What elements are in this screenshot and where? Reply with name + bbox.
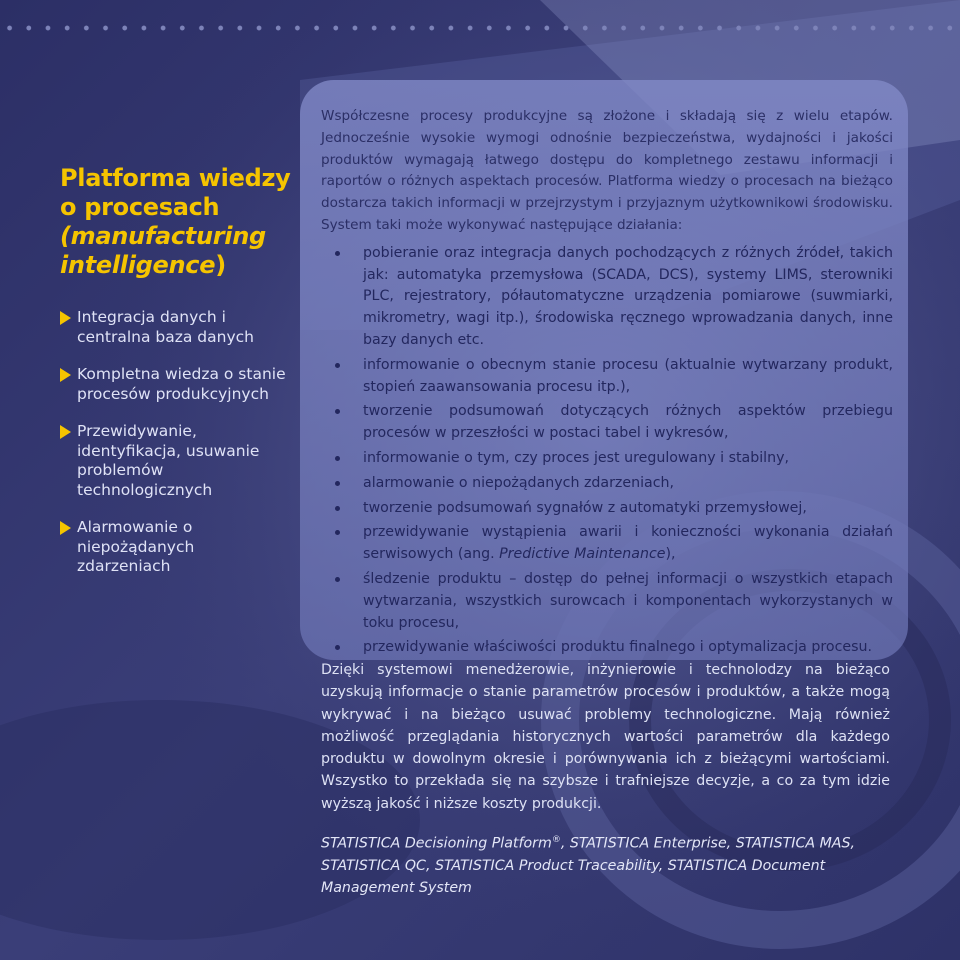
activity-text: tworzenie podsumowań sygnałów z automatyki przemysłowej, [363, 499, 807, 516]
bullet-icon [335, 481, 340, 486]
bullet-icon [335, 363, 340, 368]
feature-label: Alarmowanie o niepożądanych zdarzeniach [77, 518, 195, 575]
activity-italic: Predictive Maintenance [499, 546, 666, 563]
title-italic-line-2 [60, 251, 292, 280]
activity-item [321, 448, 893, 470]
activity-text: informowanie o tym, czy proces jest uregulowany i stabilny, [363, 449, 790, 466]
activity-text: śledzenie produktu – dostęp do pełnej informacji o wszystkich etapach wytwarzania, wszystkich surowcach i komponentach wykorzystanych w toku procesu, [363, 570, 893, 631]
product-list-part-1: STATISTICA Decisioning Platform [321, 835, 552, 852]
activity-item [321, 569, 893, 634]
dot-row-decoration [0, 22, 960, 34]
triangle-right-icon [60, 425, 71, 439]
bullet-icon [335, 577, 340, 582]
product-list-part-2: , STATISTICA Enterprise, STATISTICA MAS, STATISTICA QC, STATISTICA Product Traceability, STATISTICA Document Management System [321, 835, 856, 896]
activity-item [321, 473, 893, 495]
feature-label: Przewidywanie, identyfikacja, usuwanie problemów technologicznych [77, 422, 260, 499]
registered-mark: ® [551, 835, 561, 845]
title-line-1: Platforma wiedzy [60, 164, 291, 192]
bullet-icon [335, 530, 340, 535]
feature-item [60, 308, 292, 347]
title-close-paren: ) [215, 251, 226, 279]
activity-text: pobieranie oraz integracja danych pochodzących z różnych źródeł, takich jak: automatyka przemysłowa (SCADA, DCS), systemy LIMS, sterowniki PLC, rejestratory, półautomatyczne urządzenia pomiarowe (suwmiarki, mikrometry, wagi itp.), środowiska ręcznego wprowadzania danych, inne bazy danych etc. [363, 244, 893, 348]
activity-item [321, 522, 893, 566]
bullet-icon [335, 409, 340, 414]
activity-item [321, 498, 893, 520]
panel-text [321, 106, 893, 662]
feature-list [60, 308, 292, 577]
feature-item [60, 422, 292, 500]
feature-label: Integracja danych i centralna baza danych [77, 308, 254, 346]
bullet-icon [335, 251, 340, 256]
bullet-icon [335, 506, 340, 511]
product-list [321, 829, 881, 899]
feature-item [60, 365, 292, 404]
triangle-right-icon [60, 311, 71, 325]
activity-item [321, 355, 893, 399]
activity-text: alarmowanie o niepożądanych zdarzeniach, [363, 474, 675, 491]
panel-intro: Współczesne procesy produkcyjne są złożone i składają się z wielu etapów. Jednocześnie wysokie wymogi odnośnie bezpieczeństwa, wydajności i jakości produktów wymagają łatwego dostępu do kompletnego zestawu informacji i raportów o różnych aspektach procesów. Platforma wiedzy o procesach na bieżąco dostarcza takich informacji w przejrzystym i przyjaznym użytkownikowi środowisku. System taki może wykonywać następujące działania: [321, 108, 893, 233]
activity-item [321, 637, 893, 659]
activity-text: przewidywanie właściwości produktu finalnego i optymalizacja procesu. [363, 639, 872, 656]
activity-text: tworzenie podsumowań dotyczących różnych aspektów przebiegu procesów w przeszłości w postaci tabel i wykresów, [363, 403, 893, 442]
triangle-right-icon [60, 521, 71, 535]
summary-paragraph: Dzięki systemowi menedżerowie, inżynierowie i technolodzy na bieżąco uzyskują informacje o stanie parametrów procesów i produktów, a także mogą wykrywać i na bieżąco usuwać problemy technologiczne. Mają również możliwość przeglądania historycznych wartości parametrów dla każdego produktu w dowolnym okresie i porównywania ich z bieżącymi wartościami. Wszystko to przekłada się na szybsze i trafniejsze decyzje, a co za tym idzie wyższą jakość i niższe koszty produkcji. [321, 662, 890, 812]
triangle-right-icon [60, 368, 71, 382]
title-italic-word: intelligence [60, 251, 216, 279]
feature-item [60, 518, 292, 577]
activity-item [321, 401, 893, 445]
activity-item [321, 243, 893, 352]
feature-label: Kompletna wiedza o stanie procesów produkcyjnych [77, 365, 286, 403]
activity-list [321, 243, 893, 659]
bullet-icon [335, 645, 340, 650]
title-italic-line-1: (manufacturing [60, 222, 266, 250]
title-line-2: o procesach [60, 193, 220, 221]
sidebar [60, 164, 292, 595]
activity-text: przewidywanie wystąpienia awarii i konieczności wykonania działań serwisowych (ang. [363, 524, 893, 563]
sidebar-title [60, 164, 292, 280]
activity-text: informowanie o obecnym stanie procesu (aktualnie wytwarzany produkt, stopień zaawansowania procesu itp.), [363, 356, 893, 395]
activity-after: ), [665, 546, 676, 563]
bullet-icon [335, 456, 340, 461]
